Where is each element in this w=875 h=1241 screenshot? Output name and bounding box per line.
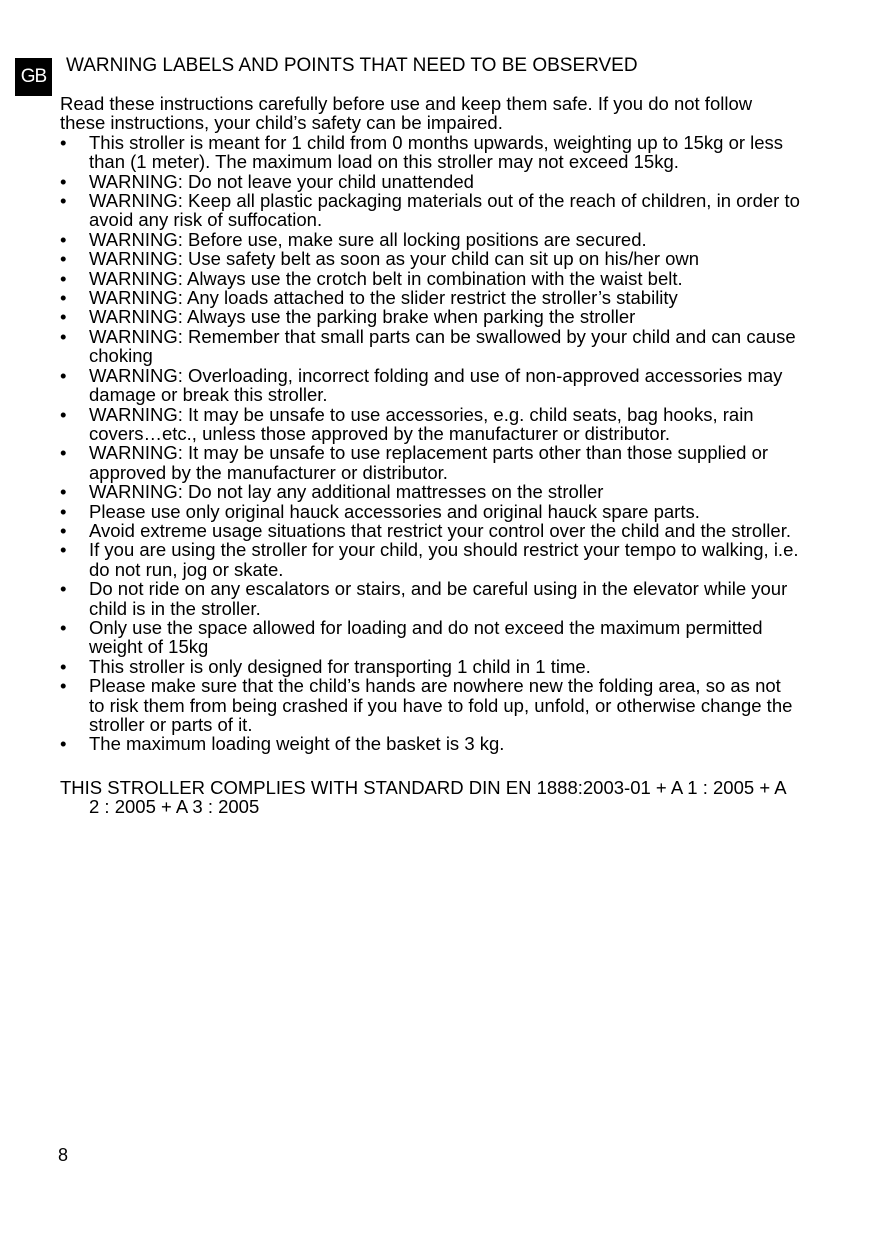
page-number: 8 <box>58 1145 69 1165</box>
list-item: • WARNING: It may be unsafe to use accessories, e.g. child seats, bag hooks, rain covers…etc., unless those approved by the manufacturer or distributor. <box>60 405 800 444</box>
page-title: WARNING LABELS AND POINTS THAT NEED TO BE OBSERVED <box>66 55 638 76</box>
list-item: • Only use the space allowed for loading and do not exceed the maximum permitted weight of 15kg <box>60 618 800 657</box>
list-item: • WARNING: Always use the parking brake when parking the stroller <box>60 307 800 326</box>
list-item: • WARNING: Before use, make sure all locking positions are secured. <box>60 230 800 249</box>
list-item: • WARNING: Any loads attached to the slider restrict the stroller’s stability <box>60 288 800 307</box>
list-item: • If you are using the stroller for your child, you should restrict your tempo to walking, i.e. do not run, jog or skate. <box>60 540 800 579</box>
list-item: • Do not ride on any escalators or stairs, and be careful using in the elevator while your child is in the stroller. <box>60 579 800 618</box>
list-item: • This stroller is only designed for transporting 1 child in 1 time. <box>60 657 800 676</box>
list-item: • WARNING: Overloading, incorrect folding and use of non-approved accessories may damage or break this stroller. <box>60 366 800 405</box>
warnings-list <box>60 133 800 754</box>
list-item: • WARNING: Do not lay any additional mattresses on the stroller <box>60 482 800 501</box>
document-body <box>60 94 800 817</box>
compliance-statement: THIS STROLLER COMPLIES WITH STANDARD DIN EN 1888:2003-01 + A 1 : 2005 + A 2 : 2005 + A 3 : 2005 <box>60 776 786 818</box>
list-item: • Please use only original hauck accessories and original hauck spare parts. <box>60 502 800 521</box>
intro-paragraph: Read these instructions carefully before use and keep them safe. If you do not follow these instructions, your child’s safety can be impaired. <box>60 93 753 134</box>
list-item: • WARNING: Do not leave your child unattended <box>60 172 800 191</box>
list-item: • Please make sure that the child’s hands are nowhere new the folding area, so as not to risk them from being crashed if you have to fold up, unfold, or otherwise change the stroller or parts of it. <box>60 676 800 734</box>
list-item: • WARNING: Use safety belt as soon as your child can sit up on his/her own <box>60 249 800 268</box>
list-item: • This stroller is meant for 1 child from 0 months upwards, weighting up to 15kg or less than (1 meter). The maximum load on this stroller may not exceed 15kg. <box>60 133 800 172</box>
list-item: • The maximum loading weight of the basket is 3 kg. <box>60 734 800 753</box>
list-item: • WARNING: Always use the crotch belt in combination with the waist belt. <box>60 269 800 288</box>
list-item: • WARNING: Remember that small parts can be swallowed by your child and can cause choking <box>60 327 800 366</box>
list-item: • WARNING: Keep all plastic packaging materials out of the reach of children, in order to avoid any risk of suffocation. <box>60 191 800 230</box>
list-item: • Avoid extreme usage situations that restrict your control over the child and the stroller. <box>60 521 800 540</box>
language-badge: GB <box>15 58 52 96</box>
list-item: • WARNING: It may be unsafe to use replacement parts other than those supplied or approved by the manufacturer or distributor. <box>60 443 800 482</box>
